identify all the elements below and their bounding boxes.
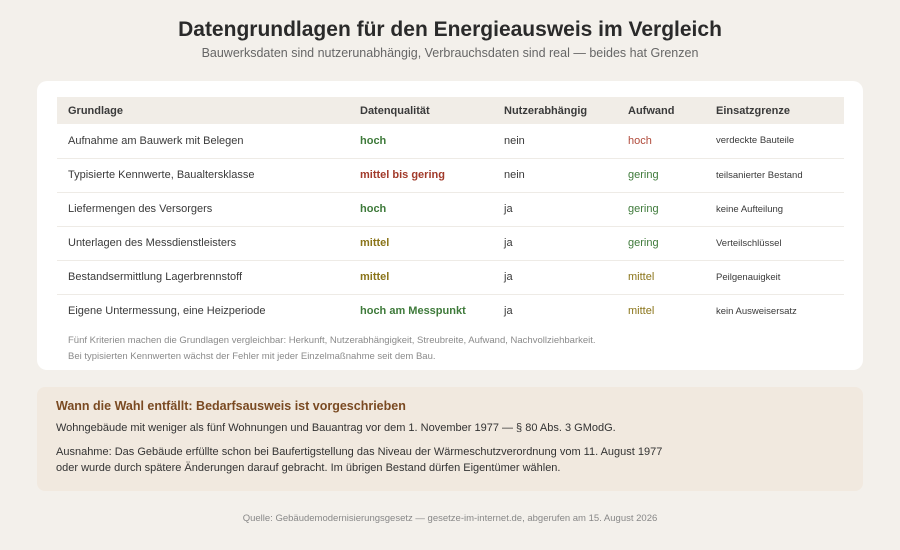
header-datenqualitaet: Datenqualität [360, 104, 430, 117]
table-row [57, 294, 844, 328]
cell-nutzerabhaengig: nein [493, 124, 617, 158]
table-row [57, 158, 844, 192]
cell-aufwand: hoch [617, 124, 705, 158]
callout-exception-line: oder wurde durch spätere Änderungen darauf gebracht. Im übrigen Bestand dürfen Eigentümer wählen. [56, 462, 561, 474]
cell-grundlage: Bestandsermittlung Lagerbrennstoff [57, 260, 349, 294]
cell-datenqualitaet: hoch [349, 192, 493, 226]
table-row [57, 260, 844, 294]
table-footnote-error: Bei typisierten Kennwerten wächst der Fehler mit jeder Einzelmaßnahme seit dem Bau. [68, 351, 436, 362]
cell-datenqualitaet: mittel bis gering [349, 158, 493, 192]
cell-nutzerabhaengig: nein [493, 158, 617, 192]
cell-nutzerabhaengig: ja [493, 260, 617, 294]
cell-datenqualitaet: hoch [349, 124, 493, 158]
cell-einsatzgrenze: verdeckte Bauteile [705, 124, 844, 158]
comparison-table [57, 97, 844, 328]
cell-einsatzgrenze: teilsanierter Bestand [705, 158, 844, 192]
source-citation: Quelle: Gebäudemodernisierungsgesetz — gesetze-im-internet.de, abgerufen am 15. August 2026 [242, 513, 658, 524]
cell-grundlage: Typisierte Kennwerte, Baualtersklasse [57, 158, 349, 192]
table-row [57, 124, 844, 158]
header-aufwand: Aufwand [628, 104, 675, 117]
header-grundlage: Grundlage [68, 104, 124, 117]
cell-aufwand: gering [617, 226, 705, 260]
callout-exception-text [56, 444, 662, 476]
cell-grundlage: Eigene Untermessung, eine Heizperiode [68, 305, 266, 318]
header-einsatzgrenze: Einsatzgrenze [716, 104, 790, 117]
cell-grundlage: Aufnahme am Bauwerk mit Belegen [57, 124, 349, 158]
table-row [57, 192, 844, 226]
cell-einsatzgrenze: Verteilschlüssel [705, 226, 844, 260]
cell-grundlage: Unterlagen des Messdienstleisters [57, 226, 349, 260]
header-nutzerabhaengig: Nutzerabhängig [504, 104, 588, 117]
callout-title: Wann die Wahl entfällt: Bedarfsausweis ist vorgeschrieben [56, 399, 406, 413]
table-row [57, 226, 844, 260]
cell-grundlage: Liefermengen des Versorgers [57, 192, 349, 226]
requirement-callout [37, 387, 863, 491]
cell-datenqualitaet: mittel [349, 226, 493, 260]
cell-einsatzgrenze: kein Ausweisersatz [716, 305, 797, 317]
cell-einsatzgrenze: keine Aufteilung [705, 192, 844, 226]
cell-nutzerabhaengig: ja [493, 226, 617, 260]
cell-datenqualitaet: hoch am Messpunkt [360, 305, 466, 318]
cell-aufwand: mittel [617, 260, 705, 294]
cell-nutzerabhaengig: ja [493, 192, 617, 226]
comparison-card [37, 81, 863, 370]
table-header-row [57, 97, 844, 124]
callout-exception-line: Ausnahme: Das Gebäude erfüllte schon bei Baufertigstellung das Niveau der Wärmeschutzverordnung vom 11. August 1977 [56, 446, 663, 458]
page-subtitle: Bauwerksdaten sind nutzerunabhängig, Verbrauchsdaten sind real — beides hat Grenzen [201, 46, 699, 60]
table-footnote-criteria: Fünf Kriterien machen die Grundlagen vergleichbar: Herkunft, Nutzerabhängigkeit, Streubreite, Aufwand, Nachvollziehbarkeit. [68, 335, 596, 346]
cell-aufwand: gering [617, 158, 705, 192]
cell-aufwand: mittel [628, 305, 655, 318]
page-title: Datengrundlagen für den Energieausweis im Vergleich [178, 18, 722, 41]
cell-datenqualitaet: mittel [349, 260, 493, 294]
cell-nutzerabhaengig: ja [504, 305, 513, 318]
cell-aufwand: gering [617, 192, 705, 226]
cell-einsatzgrenze: Peilgenauigkeit [705, 260, 844, 294]
callout-rule-text: Wohngebäude mit weniger als fünf Wohnungen und Bauantrag vor dem 1. November 1977 — § 80 Abs. 3 GModG. [56, 422, 616, 434]
